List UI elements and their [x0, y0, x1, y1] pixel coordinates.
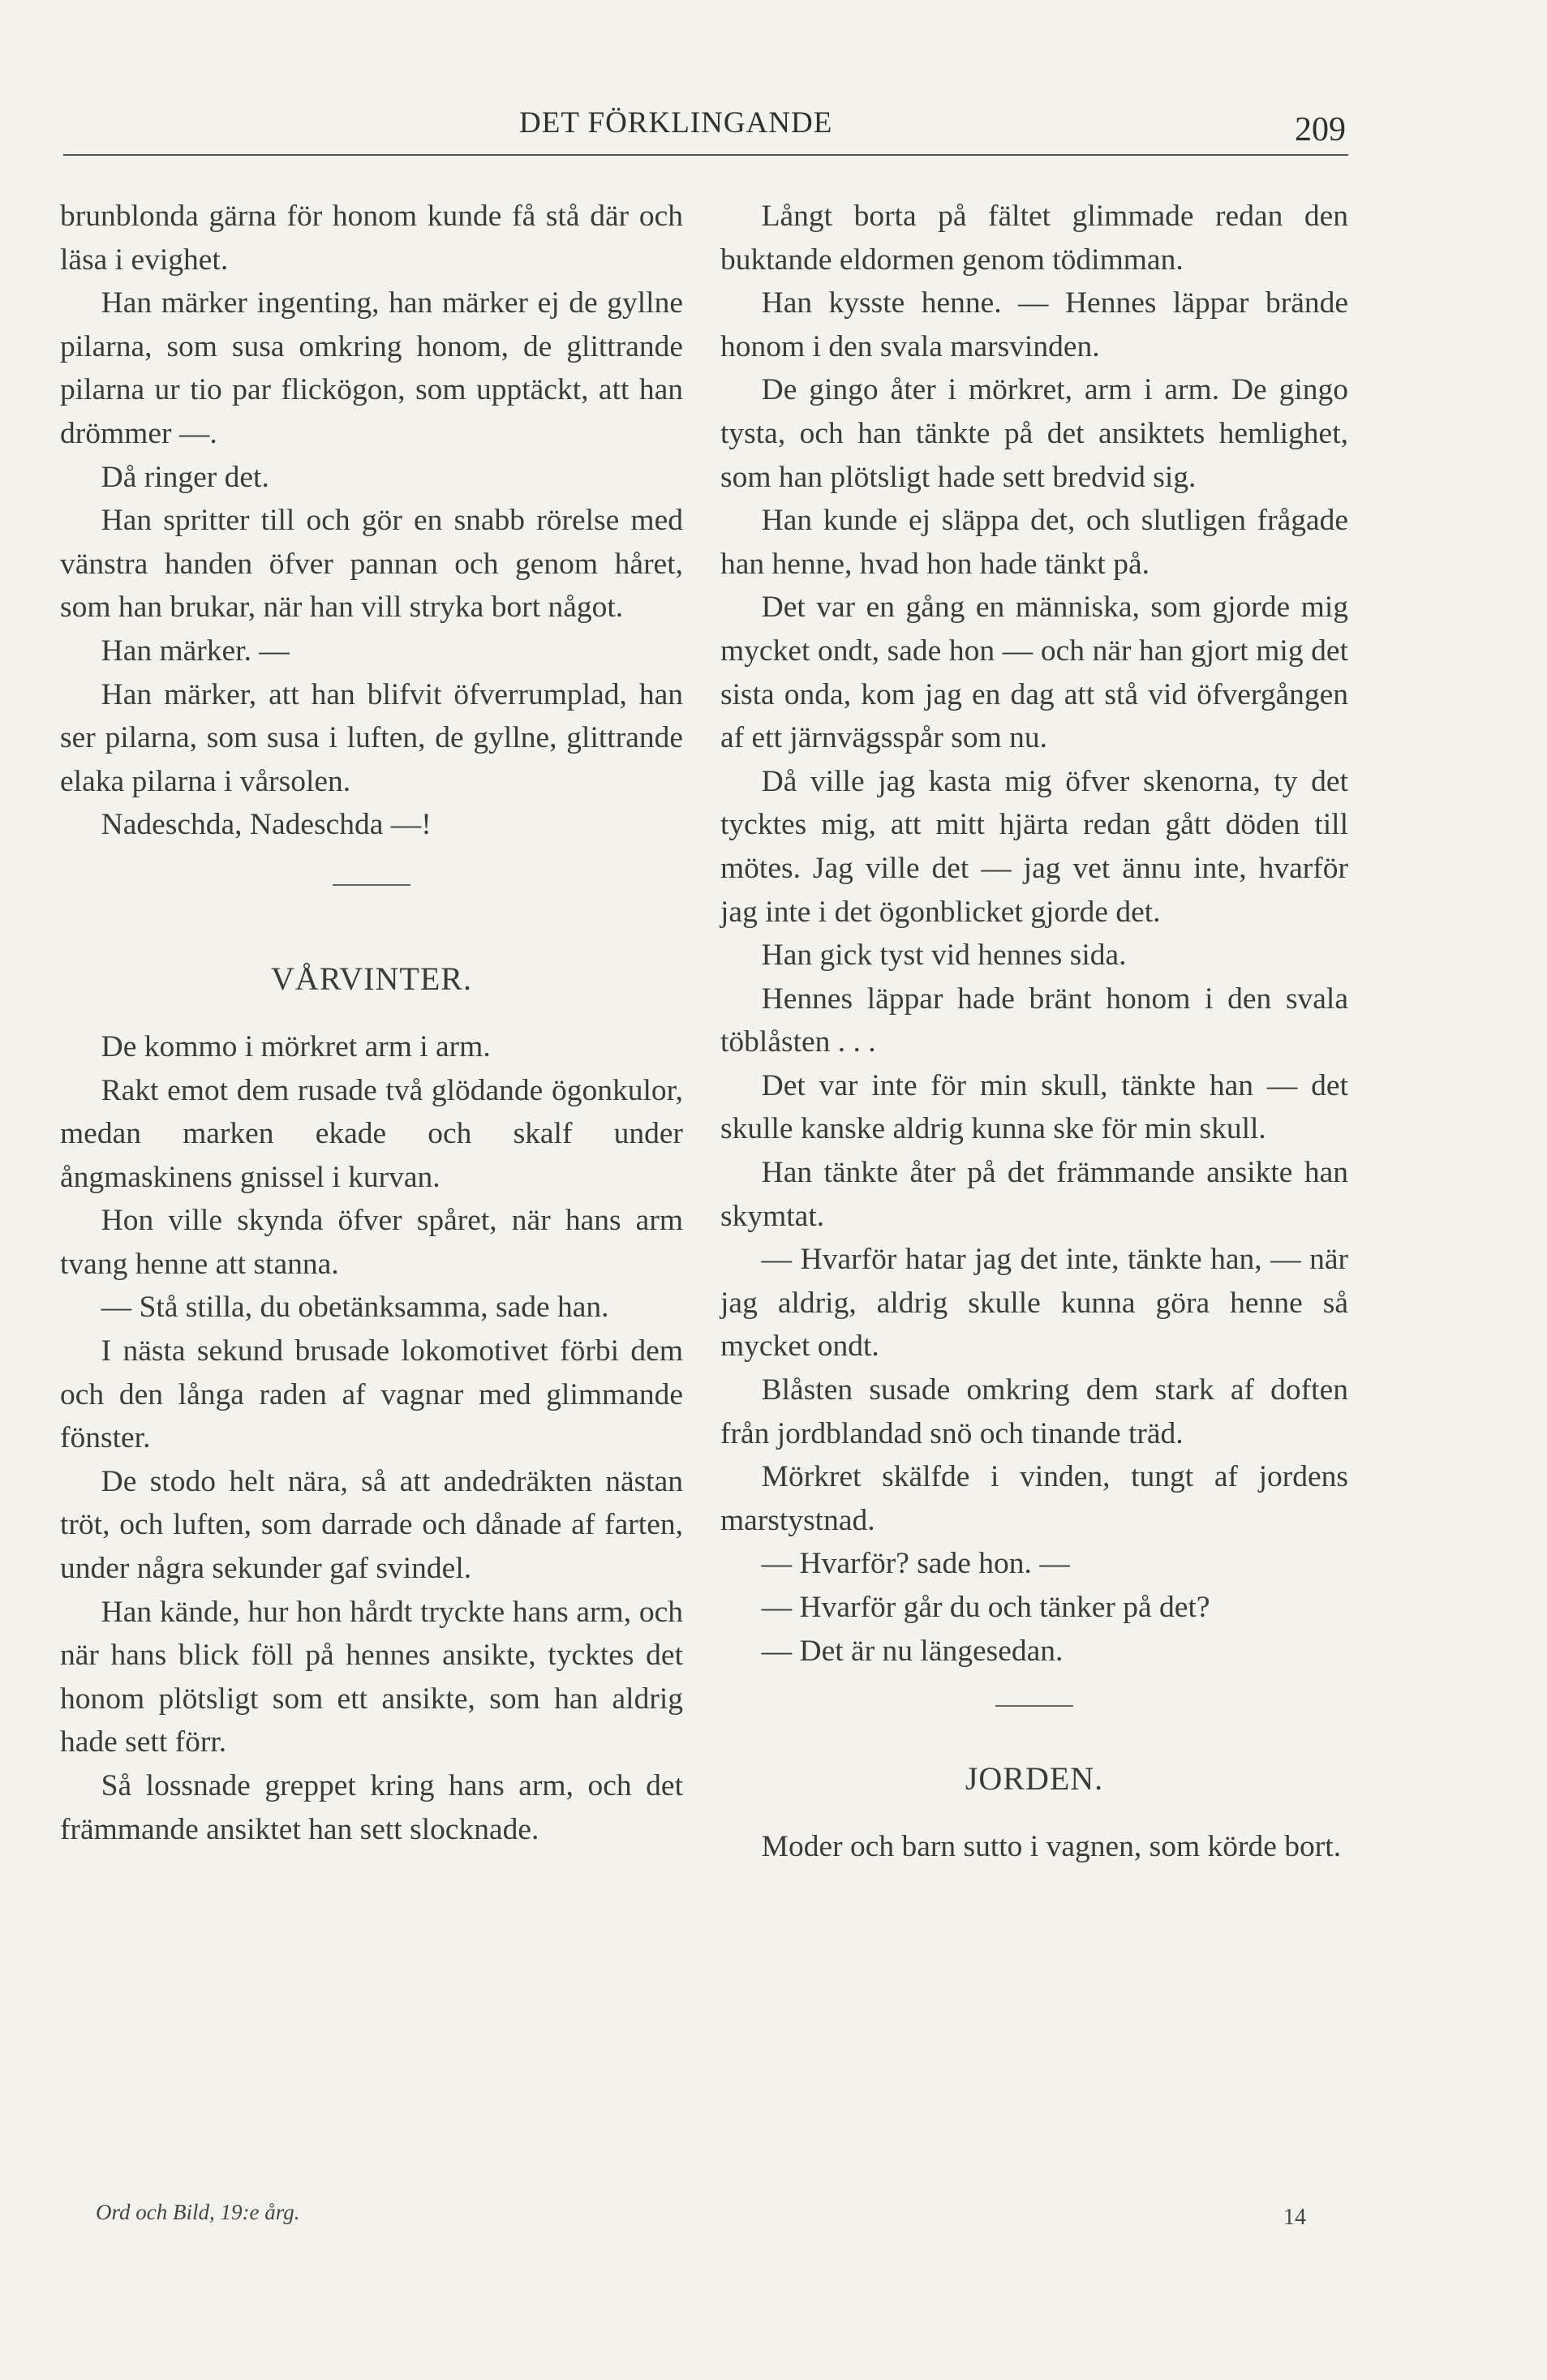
paragraph: Då ringer det.	[101, 460, 269, 494]
paragraph: Han kunde ej släppa det, och slutligen frågade han henne, hvad hon hade tänkt på.	[720, 504, 1348, 581]
signature-mark: 14	[1283, 2205, 1306, 2230]
paragraph: Han gick tyst vid hennes sida.	[761, 939, 1127, 973]
paragraph: Han tänkte åter på det främmande ansikte han skymtat.	[720, 1156, 1348, 1233]
paragraph: De kommo i mörkret arm i arm.	[101, 1029, 491, 1063]
paragraph: Det var en gång en människa, som gjorde mig mycket ondt, sade hon — och när han gjort mig det sista onda, kom jag en dag att stå vid öfvergången af ett järnvägsspår som nu.	[720, 591, 1348, 755]
paragraph: — Stå stilla, du obetänksamma, sade han.	[101, 1291, 609, 1325]
paragraph: — Hvarför går du och tänker på det?	[761, 1591, 1210, 1624]
paragraph: Han kysste henne. — Hennes läppar brände honom i den svala marsvinden.	[720, 286, 1348, 363]
paragraph: Blåsten susade omkring dem stark af doften från jordblandad snö och tinande träd.	[720, 1373, 1348, 1450]
paragraph: Han märker ingenting, han märker ej de gyllne pilarna, som susa omkring honom, de glittrande pilarna ur tio par flickögon, som upptäckt, att han drömmer —.	[60, 286, 683, 450]
paragraph: Det var inte för min skull, tänkte han — det skulle kanske aldrig kunna ske för min skull.	[720, 1068, 1348, 1146]
paragraph: De gingo åter i mörkret, arm i arm. De gingo tysta, och han tänkte på det ansiktets hemlighet, som han plötsligt hade sett bredvid sig.	[720, 373, 1348, 494]
section-title-jorden: JORDEN.	[965, 1760, 1104, 1798]
header-rule	[63, 154, 1348, 156]
footer-source: Ord och Bild, 19:e årg.	[96, 2200, 300, 2224]
running-title: DET FÖRKLINGANDE	[519, 106, 833, 140]
right-column	[720, 195, 1348, 1869]
paragraph: Han märker. —	[101, 634, 290, 668]
section-title-varvinter: VÅRVINTER.	[271, 960, 472, 997]
paragraph: I nästa sekund brusade lokomotivet förbi dem och den långa raden af vagnar med glimmande fönster.	[60, 1334, 683, 1455]
paragraph: Då ville jag kasta mig öfver skenorna, ty det tycktes mig, att mitt hjärta redan gått döden till mötes. Jag ville det — jag vet ännu inte, hvarför jag inte i det ögonblicket gjorde det.	[720, 764, 1348, 929]
paragraph: Hennes läppar hade bränt honom i den svala töblåsten . . .	[720, 982, 1348, 1059]
paragraph: De stodo helt nära, så att andedräkten nästan tröt, och luften, som darrade och dånade af farten, under några sekunder gaf svindel.	[60, 1464, 683, 1586]
paragraph: — Hvarför hatar jag det inte, tänkte han, — när jag aldrig, aldrig skulle kunna göra henne så mycket ondt.	[720, 1243, 1348, 1364]
page-number: 209	[1295, 111, 1346, 148]
paragraph: Hon ville skynda öfver spåret, när hans arm tvang henne att stanna.	[60, 1204, 683, 1281]
paragraph: Långt borta på fältet glimmade redan den buktande eldormen genom tödimman.	[720, 200, 1348, 277]
paragraph: Han kände, hur hon hårdt tryckte hans arm, och när hans blick föll på hennes ansikte, tycktes det honom plötsligt som ett ansikte, som han aldrig hade sett förr.	[60, 1595, 683, 1759]
paragraph: Han märker, att han blifvit öfverrumplad, han ser pilarna, som susa i luften, de gyllne, glittrande elaka pilarna i vårsolen.	[60, 677, 683, 798]
paragraph: Rakt emot dem rusade två glödande ögonkulor, medan marken ekade och skalf under ångmaskinens gnissel i kurvan.	[60, 1073, 683, 1194]
paragraph: Han spritter till och gör en snabb rörelse med vänstra handen öfver pannan och genom håret, som han brukar, när han vill stryka bort något.	[60, 504, 683, 625]
section-divider	[995, 1705, 1073, 1707]
paragraph: — Det är nu längesedan.	[761, 1634, 1064, 1668]
section-divider	[333, 884, 410, 886]
paragraph: Mörkret skälfde i vinden, tungt af jordens marstystnad.	[720, 1460, 1348, 1537]
paragraph: Moder och barn sutto i vagnen, som körde bort.	[761, 1830, 1342, 1864]
paragraph: Så lossnade greppet kring hans arm, och det främmande ansiktet han sett slocknade.	[60, 1769, 683, 1846]
paragraph: Nadeschda, Nadeschda —!	[101, 808, 432, 842]
left-column	[60, 195, 683, 1851]
paragraph: brunblonda gärna för honom kunde få stå där och läsa i evighet.	[60, 200, 683, 277]
paragraph: — Hvarför? sade hon. —	[761, 1547, 1070, 1581]
